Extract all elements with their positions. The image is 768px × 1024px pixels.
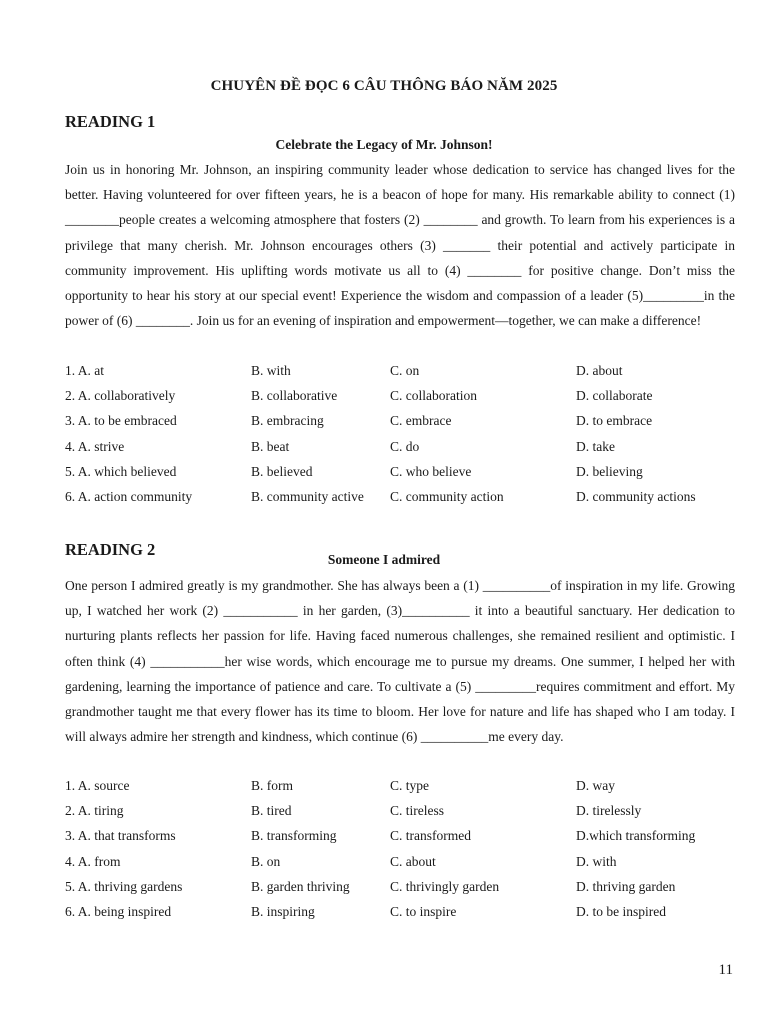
option-c: C. collaboration [390, 388, 477, 404]
option-a: 5. A. which believed [65, 463, 177, 479]
question-row [65, 408, 735, 433]
option-d: D. about [576, 363, 623, 378]
option-d: D. believing [576, 463, 643, 479]
option-b: B. tired [251, 803, 292, 819]
option-c: C. on [390, 363, 420, 378]
question-row [65, 899, 735, 924]
option-b: B. community active [251, 488, 364, 504]
option-c: C. thrivingly garden [390, 878, 500, 894]
option-d: D. to be inspired [576, 903, 666, 919]
option-a: 2. A. tiring [65, 803, 124, 819]
document-title: CHUYÊN ĐỀ ĐỌC 6 CÂU THÔNG BÁO NĂM 2025 [210, 78, 558, 94]
question-row [65, 798, 735, 823]
question-row [65, 358, 735, 383]
option-b: B. beat [251, 438, 290, 454]
question-row [65, 773, 735, 798]
option-b: B. collaborative [251, 388, 338, 404]
option-b: B. on [251, 853, 281, 869]
reading-1-title: Celebrate the Legacy of Mr. Johnson! [275, 137, 493, 152]
option-c: C. to inspire [390, 903, 457, 919]
option-d: D.which transforming [576, 828, 696, 844]
option-a: 6. A. being inspired [65, 903, 172, 919]
question-row [65, 383, 735, 408]
question-row [65, 849, 735, 874]
reading-2-options [65, 773, 735, 924]
option-a: 5. A. thriving gardens [65, 878, 183, 894]
reading-1-heading: READING 1 [65, 112, 156, 131]
option-a: 2. A. collaboratively [65, 388, 176, 404]
option-b: B. with [251, 363, 291, 378]
option-a: 3. A. to be embraced [65, 413, 177, 429]
reading-2-title: Someone I admired [327, 552, 441, 567]
reading-1-options [65, 358, 735, 509]
reading-1-passage: Join us in honoring Mr. Johnson, an inspiring community leader whose dedication to service has changed lives for the better. Having volunteered for over fifteen years, he is a beacon of hope for many. His remarkable ability to connect (1) ________people creates a welcoming atmosphere that fosters (2) ________ and growth. To learn from his experiences is a privilege that many cherish. Mr. Johnson encourages others (3) _______ their potential and actively participate in community improvement. His uplifting words motivate us all to (4) ________ for positive change. Don’t miss the opportunity to hear his story at our special event! Experience the wisdom and compassion of a leader (5)_________in the power of (6) ________. Join us for an evening of inspiration and empowerment—together, we can make a difference! [65, 162, 735, 329]
question-row [65, 434, 735, 459]
option-d: D. with [576, 853, 617, 869]
option-c: C. tireless [390, 803, 444, 819]
reading-2-heading: READING 2 [65, 540, 156, 559]
option-d: D. way [576, 778, 615, 793]
option-b: B. transforming [251, 828, 337, 844]
question-row [65, 459, 735, 484]
option-a: 6. A. action community [65, 488, 193, 504]
question-row [65, 484, 735, 509]
option-a: 4. A. strive [65, 438, 125, 454]
option-d: D. to embrace [576, 413, 653, 429]
option-d: D. community actions [576, 488, 696, 504]
option-a: 1. A. source [65, 778, 130, 793]
option-c: C. do [390, 438, 420, 454]
option-b: B. inspiring [251, 903, 315, 919]
option-d: D. collaborate [576, 388, 653, 404]
option-b: B. garden thriving [251, 878, 350, 894]
option-b: B. form [251, 778, 293, 793]
page-number: 11 [718, 962, 733, 978]
option-c: C. about [390, 853, 436, 869]
option-a: 4. A. from [65, 853, 121, 869]
option-c: C. community action [390, 488, 504, 504]
option-c: C. type [390, 778, 429, 793]
option-d: D. take [576, 438, 615, 454]
option-b: B. believed [251, 463, 313, 479]
question-row [65, 874, 735, 899]
option-c: C. embrace [390, 413, 452, 429]
reading-2-passage: One person I admired greatly is my grandmother. She has always been a (1) __________of inspiration in my life. Growing up, I watched her work (2) ___________ in her garden, (3)__________ it into a beautiful sanctuary. Her dedication to nurturing plants reflects her passion for life. Having faced numerous challenges, she remained resilient and optimistic. I often think (4) ___________her wise words, which encourage me to pursue my dreams. One summer, I helped her with gardening, learning the importance of patience and care. To cultivate a (5) _________requires commitment and effort. My grandmother taught me that every flower has its time to bloom. Her love for nature and life has shaped who I am today. I will always admire her strength and kindness, which continue (6) __________me every day. [65, 578, 735, 745]
option-d: D. tirelessly [576, 803, 642, 819]
option-b: B. embracing [251, 413, 324, 429]
option-d: D. thriving garden [576, 878, 676, 894]
option-a: 3. A. that transforms [65, 828, 176, 844]
option-a: 1. A. at [65, 363, 104, 378]
question-row [65, 823, 735, 848]
option-c: C. transformed [390, 828, 471, 844]
option-c: C. who believe [390, 463, 472, 479]
